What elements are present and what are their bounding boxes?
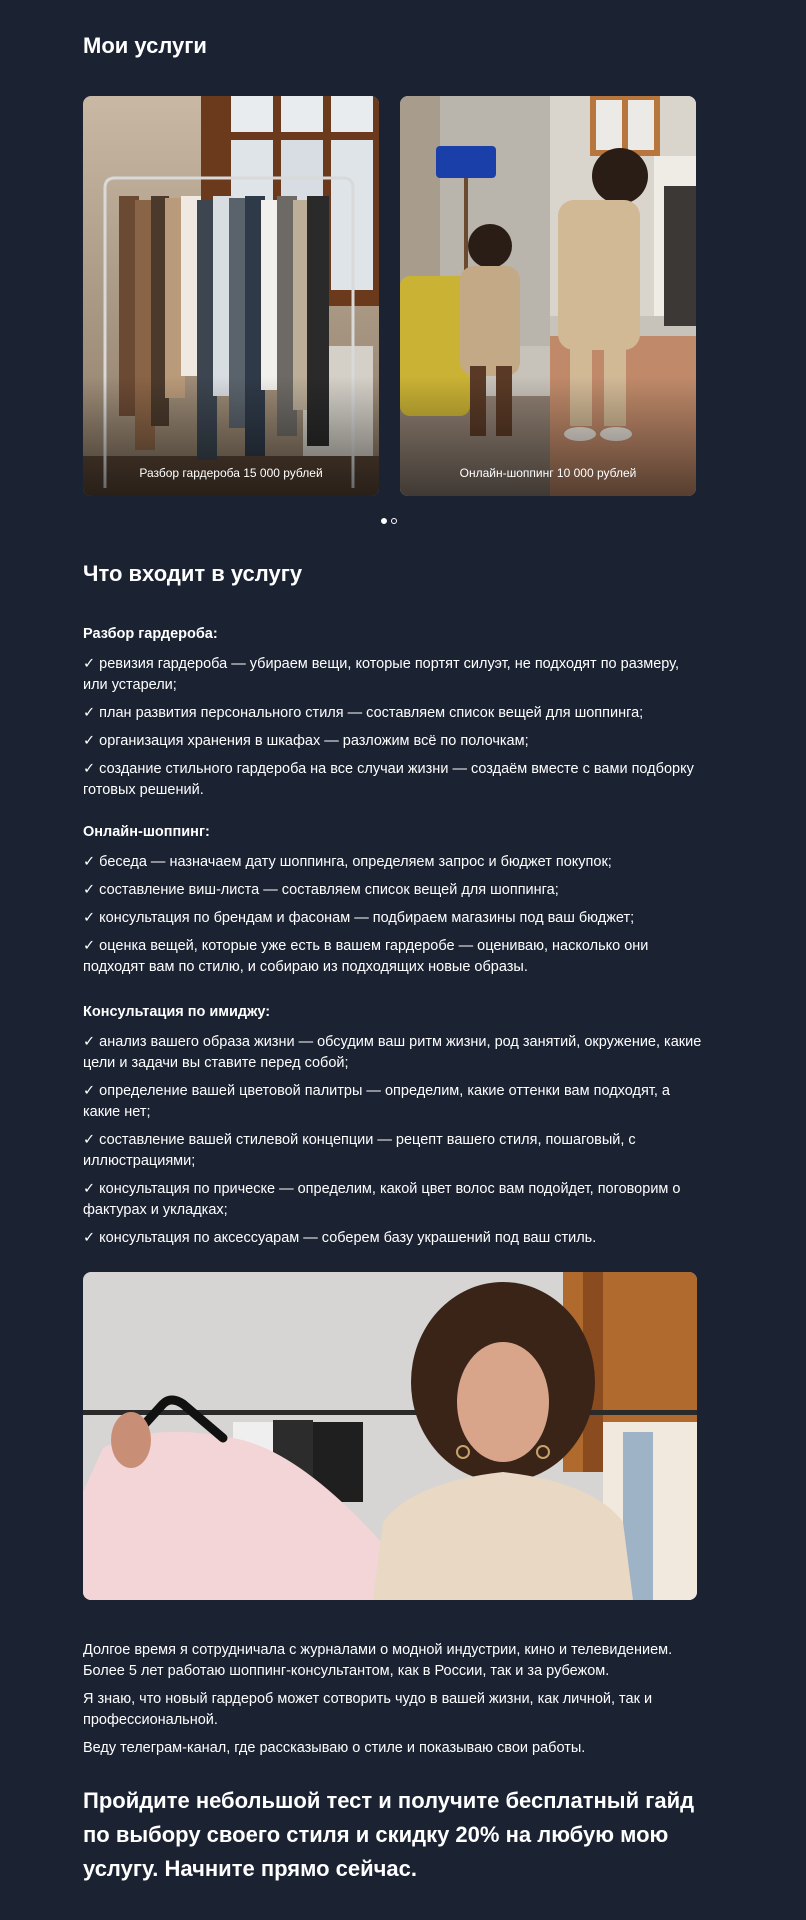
- cta-heading: Пройдите небольшой тест и получите бесплатный гайд по выбору своего стиля и скидку 20% на любую мою услугу. Начните прямо сейчас.: [83, 1788, 695, 1881]
- service-card-caption: Онлайн-шоппинг 10 000 рублей: [459, 466, 637, 480]
- list-item: ✓ организация хранения в шкафах — разложим всё по полочкам;: [83, 733, 529, 749]
- group-heading: Онлайн-шоппинг:: [83, 824, 210, 840]
- list-item: ✓ ревизия гардероба — убираем вещи, которые портят силуэт, не подходят по размеру, или устарели;: [83, 656, 680, 693]
- online-shopping-group: [83, 822, 703, 985]
- list-item: ✓ консультация по брендам и фасонам — подбираем магазины под ваш бюджет;: [83, 910, 635, 926]
- about-paragraph: Я знаю, что новый гардероб может сотворить чудо в вашей жизни, как личной, так и профессиональной.: [83, 1691, 653, 1728]
- service-card-online-shopping[interactable]: [400, 96, 696, 496]
- image-consultation-group: [83, 1002, 703, 1256]
- service-card-wardrobe[interactable]: [83, 96, 379, 496]
- list-item: ✓ создание стильного гардероба на все случаи жизни — создаём вместе с вами подборку готовых решений.: [83, 761, 694, 798]
- carousel-dot-1[interactable]: [381, 518, 387, 524]
- online-shopping-image: [400, 96, 696, 496]
- stylist-image: [83, 1272, 697, 1600]
- wardrobe-rack-image: [83, 96, 379, 496]
- list-item: ✓ определение вашей цветовой палитры — определим, какие оттенки вам подходят, а какие нет;: [83, 1083, 670, 1120]
- list-item: ✓ анализ вашего образа жизни — обсудим ваш ритм жизни, род занятий, окружение, какие цели и задачи вы ставите перед собой;: [83, 1034, 702, 1071]
- group-heading: Разбор гардероба:: [83, 626, 218, 642]
- list-item: ✓ оценка вещей, которые уже есть в вашем гардеробе — оцениваю, насколько они подходят вам по стилю, и собираю из подходящих новые образы.: [83, 938, 649, 975]
- wardrobe-review-group: [83, 624, 703, 808]
- carousel-dot-2[interactable]: [391, 518, 397, 524]
- services-title: Мои услуги: [83, 33, 207, 58]
- service-card-caption: Разбор гардероба 15 000 рублей: [139, 466, 323, 480]
- list-item: ✓ консультация по аксессуарам — соберем базу украшений под ваш стиль.: [83, 1230, 597, 1246]
- list-item: ✓ составление вашей стилевой концепции — рецепт вашего стиля, пошаговый, с иллюстрациями;: [83, 1132, 636, 1169]
- group-heading: Консультация по имиджу:: [83, 1004, 271, 1020]
- list-item: ✓ консультация по прическе — определим, какой цвет волос вам подойдет, поговорим о фактурах и укладках;: [83, 1181, 681, 1218]
- included-title: Что входит в услугу: [83, 561, 303, 586]
- stylist-photo: [83, 1272, 697, 1600]
- about-paragraph: Веду телеграм-канал, где рассказываю о стиле и показываю свои работы.: [83, 1740, 586, 1756]
- about-text: [83, 1640, 703, 1766]
- carousel-pagination: [381, 518, 397, 524]
- list-item: ✓ беседа — назначаем дату шоппинга, определяем запрос и бюджет покупок;: [83, 854, 612, 870]
- list-item: ✓ план развития персонального стиля — составляем список вещей для шоппинга;: [83, 705, 644, 721]
- about-paragraph: Долгое время я сотрудничала с журналами о модной индустрии, кино и телевидением. Более 5 лет работаю шоппинг-консультантом, как в России, так и за рубежом.: [83, 1642, 673, 1679]
- list-item: ✓ составление виш-листа — составляем список вещей для шоппинга;: [83, 882, 559, 898]
